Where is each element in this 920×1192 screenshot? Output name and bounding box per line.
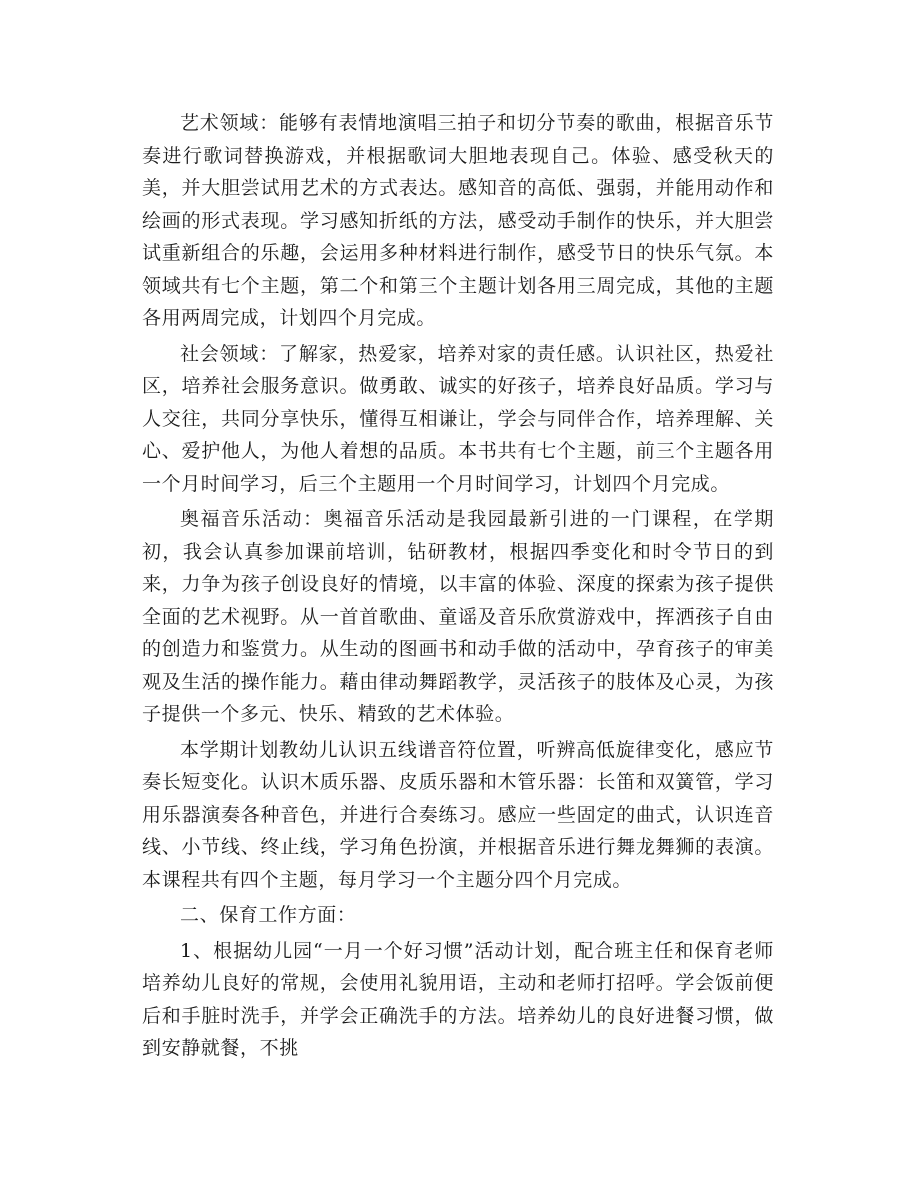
- paragraph-care-item-1: 1、根据幼儿园“一月一个好习惯”活动计划，配合班主任和保育老师培养幼儿良好的常规，会使用礼貌用语，主动和老师打招呼。学会饭前便后和手脏时洗手，并学会正确洗手的方法。培养幼儿的良好进餐习惯，做到安静就餐，不挑: [142, 939, 774, 1059]
- document-body: [142, 107, 774, 1068]
- section-heading-care-work: 二、保育工作方面：: [180, 904, 357, 926]
- paragraph-social-domain: 社会领域：了解家，热爱家，培养对家的责任感。认识社区，热爱社区，培养社会服务意识。做勇敢、诚实的好孩子，培养良好品质。学习与人交往，共同分享快乐，懂得互相谦让，学会与同伴合作，培养理解、关心、爱护他人，为他人着想的品质。本书共有七个主题，前三个主题各用一个月时间学习，后三个主题用一个月时间学习，计划四个月完成。: [142, 342, 774, 495]
- paragraph-semester-music-plan: 本学期计划教幼儿认识五线谱音符位置，听辨高低旋律变化，感应节奏长短变化。认识木质乐器、皮质乐器和木管乐器：长笛和双簧管，学习用乐器演奏各种音色，并进行合奏练习。感应一些固定的曲式，认识连音线、小节线、终止线，学习角色扮演，并根据音乐进行舞龙舞狮的表演。本课程共有四个主题，每月学习一个主题分四个月完成。: [142, 738, 774, 891]
- paragraph-art-domain: 艺术领域：能够有表情地演唱三拍子和切分节奏的歌曲，根据音乐节奏进行歌词替换游戏，并根据歌词大胆地表现自己。体验、感受秋天的美，并大胆尝试用艺术的方式表达。感知音的高低、强弱，并能用动作和绘画的形式表现。学习感知折纸的方法，感受动手制作的快乐，并大胆尝试重新组合的乐趣，会运用多种材料进行制作，感受节日的快乐气氛。本领域共有七个主题，第二个和第三个主题计划各用三周完成，其他的主题各用两周完成，计划四个月完成。: [142, 112, 774, 329]
- paragraph-orff-music: 奥福音乐活动：奥福音乐活动是我园最新引进的一门课程，在学期初，我会认真参加课前培训，钻研教材，根据四季变化和时令节日的到来，力争为孩子创设良好的情境，以丰富的体验、深度的探索为孩子提供全面的艺术视野。从一首首歌曲、童谣及音乐欣赏游戏中，挥洒孩子自由的创造力和鉴赏力。从生动的图画书和动手做的活动中，孕育孩子的审美观及生活的操作能力。藉由律动舞蹈教学，灵活孩子的肢体及心灵，为孩子提供一个多元、快乐、精致的艺术体验。: [142, 508, 774, 725]
